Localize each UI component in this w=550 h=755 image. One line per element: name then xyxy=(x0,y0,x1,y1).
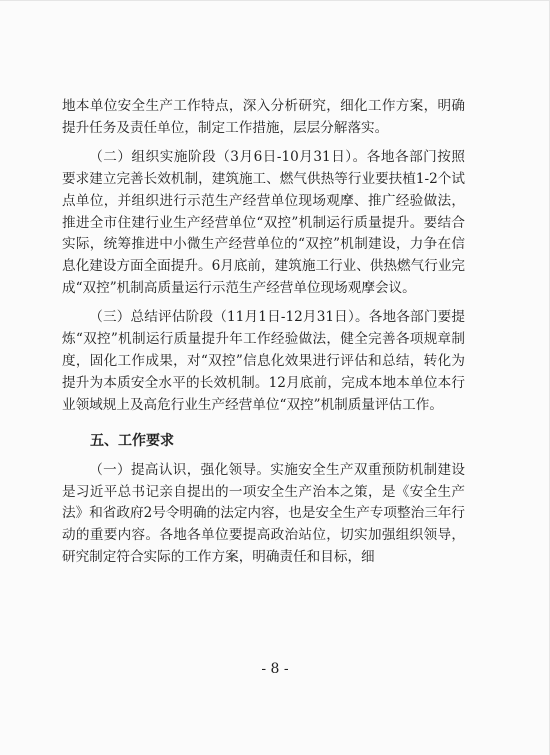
paragraph-implementation-phase: （二）组织实施阶段（3月6日-10月31日）。各地各部门按照要求建立完善长效机制，建筑施工、燃气供热等行业要扶植1-2个试点单位，并组织进行示范生产经营单位现场观摩、推广经验做法，推进全市住建行业生产经营单位“双控”机制运行质量提升。要结合实际，统筹推进中小微生产经营单位的“双控”机制建设，力争在信息化建设方面全面提升。6月底前，建筑施工行业、供热燃气行业完成“双控”机制高质量运行示范生产经营单位现场观摩会议。 xyxy=(62,148,465,297)
document-body xyxy=(62,96,465,576)
paragraph-raise-awareness: （一）提高认识，强化领导。实施安全生产双重预防机制建设是习近平总书记亲自提出的一项安全生产治本之策，是《安全生产法》和省政府2号令明确的法定内容，也是安全生产专项整治三年行动的重要内容。各地各单位要提高政治站位，切实加强组织领导，研究制定符合实际的工作方案，明确责任和目标，细 xyxy=(62,461,465,566)
paragraph-continuation: 地本单位安全生产工作特点，深入分析研究，细化工作方案，明确提升任务及责任单位，制定工作措施，层层分解落实。 xyxy=(62,98,465,136)
section-heading-work-requirements: 五、工作要求 xyxy=(90,432,174,449)
page-number: - 8 - xyxy=(261,661,289,677)
paragraph-evaluation-phase: （三）总结评估阶段（11月1日-12月31日）。各地各部门要提炼“双控”机制运行质量提升年工作经验做法，健全完善各项规章制度，固化工作成果，对“双控”信息化效果进行评估和总结，转化为提升为本质安全水平的长效机制。12月底前，完成本地本单位本行业领域规上及高危行业生产经营单位“双控”机制质量评估工作。 xyxy=(62,309,465,413)
